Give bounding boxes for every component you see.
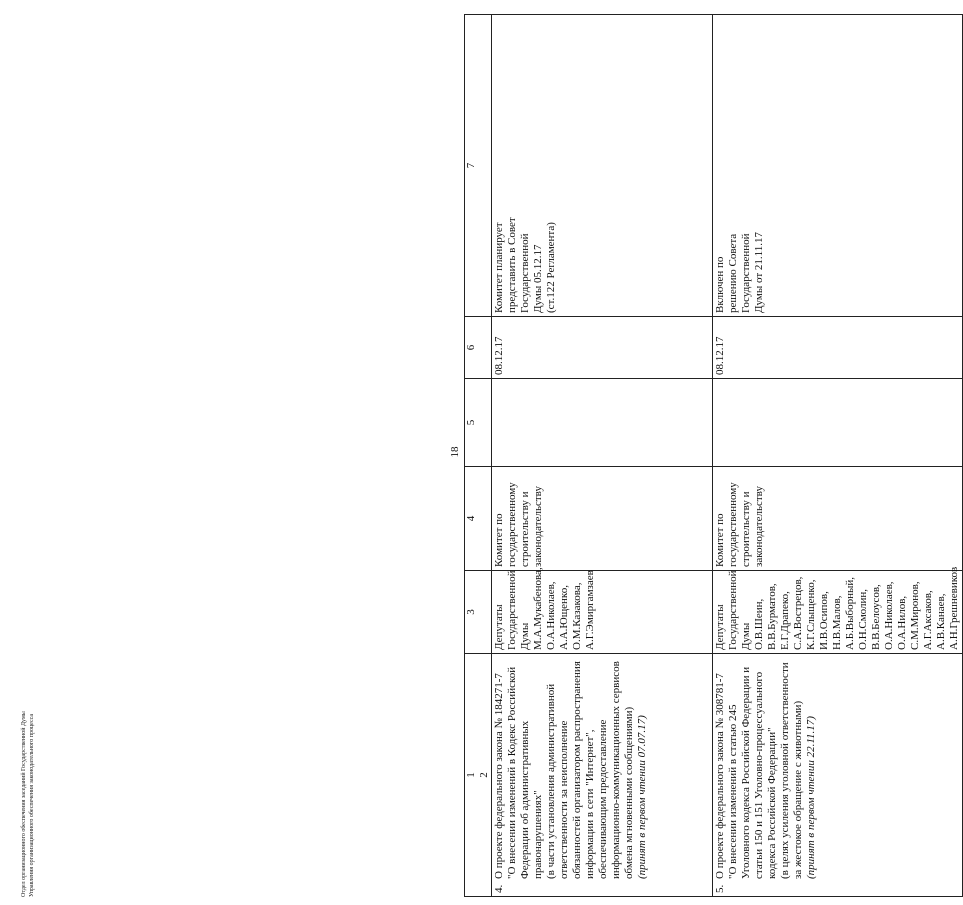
date-cell: 08.12.17: [713, 317, 963, 379]
header-col-5: 5: [465, 379, 492, 467]
note-cell: Комитет планирует представить в Совет Государственной Думы 05.12.17 (ст.122 Регламента): [492, 15, 713, 317]
bill-title: О проекте федерального закона № 184271-7 "О внесении изменений в Кодекс Российской Федерации об административных правонарушениях" (в части установления административной ответственности за неисполнение обязанностей организатором распространения информации в сети "Интернет", обеспечивающим предоставление информационно-коммуникационных сервисов обмена мгновенными сообщениями): [493, 661, 635, 879]
authors-cell: Депутаты Государственной Думы М.А.Мукабенова, О.А.Николаев, А.А.Ющенко, О.М.Казакова, А.Г.Эмиргамзаев: [492, 571, 713, 654]
header-col-4: 4: [465, 467, 492, 571]
reading-status: (принят в первом чтении 07.07.17): [636, 715, 648, 879]
committee-cell: Комитет по государственному строительству и законодательству: [713, 467, 963, 571]
bill-cell: [713, 654, 963, 897]
header-cell-1-2: [465, 654, 492, 897]
row-number: 4.: [493, 884, 505, 893]
bill-title: О проекте федерального закона № 308781-7 "О внесении изменений в статью 245 Уголовного кодекса Российской Федерации и статьи 150 и 151 Уголовно-процессуального кодекса Российской Федерации" (в целях усиления уголовной ответственности за жестокое обращение с животными): [714, 662, 804, 879]
date-cell: 08.12.17: [492, 317, 713, 379]
header-col-3: 3: [465, 571, 492, 654]
header-col-6: 6: [465, 317, 492, 379]
reading-status: (принят в первом чтении 22.11.17): [805, 716, 817, 879]
note-cell: Включен по решению Совета Государственной Думы от 21.11.17: [713, 15, 963, 317]
agenda-table: [464, 14, 963, 897]
col5-cell: [492, 379, 713, 467]
bill-cell: [492, 654, 713, 897]
footer-line-1: Отдел организационного обеспечения заседаний Государственной Думы: [21, 711, 27, 897]
row-number: 5.: [714, 884, 726, 893]
header-col-1: 1: [465, 772, 477, 778]
table-row: [713, 15, 963, 897]
table-row: [492, 15, 713, 897]
committee-cell: Комитет по государственному строительству и законодательству: [492, 467, 713, 571]
authors-cell: Депутаты Государственной Думы О.В.Шеин, В.В.Бурматов, Е.Г.Драпеко, С.А.Вострецов, К.Г.Слыщенко, И.В.Осипов, Н.В.Малов, А.Б.Выборный, О.Н.Смолин, В.В.Белоусов, О.А.Николаев, О.А.Нилов, С.М.Миронов, А.Г.Аксаков, А.В.Канаев, А.Н.Грешневиков: [713, 571, 963, 654]
footer-line-2: Управления организационного обеспечения законодательного процесса: [29, 713, 35, 897]
header-col-7: 7: [465, 15, 492, 317]
header-col-2: 2: [478, 772, 490, 778]
header-row: [465, 15, 492, 897]
page-number: 18: [449, 446, 461, 458]
col5-cell: [713, 379, 963, 467]
